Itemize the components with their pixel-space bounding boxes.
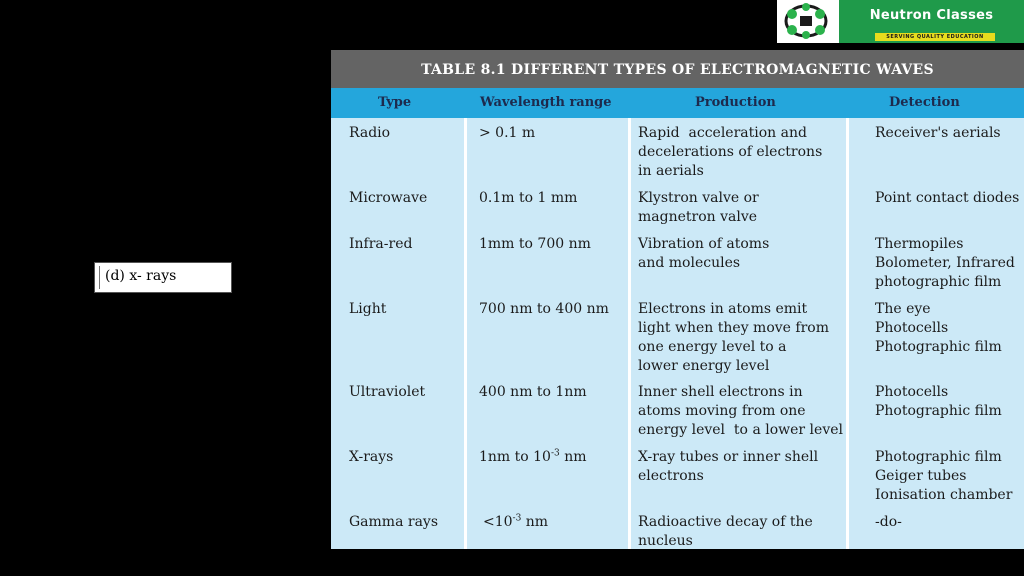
answer-option-text: (d) x- rays xyxy=(105,268,177,284)
cell-type: Gamma rays xyxy=(349,514,439,530)
cell-type: X-rays xyxy=(349,449,394,465)
cell-detection: -do- xyxy=(875,514,902,530)
cell-wavelength: 1nm to $10^{-3}$ nm xyxy=(479,448,587,465)
cell-production: Klystron valve or magnetron valve xyxy=(638,190,759,225)
table-title: TABLE 8.1 DIFFERENT TYPES OF ELECTROMAGNETIC WAVES xyxy=(331,50,1024,88)
table-header-row xyxy=(331,88,1024,118)
cell-detection: Thermopiles Bolometer, Infrared photographic film xyxy=(875,236,1015,290)
header-detection: Detection xyxy=(889,95,960,110)
cell-production: X-ray tubes or inner shell electrons xyxy=(638,449,819,484)
cell-detection: Photocells Photographic film xyxy=(875,384,1002,419)
cell-wavelength: 700 nm to 400 nm xyxy=(479,301,609,317)
cell-detection: Receiver's aerials xyxy=(875,125,1001,141)
cell-type: Radio xyxy=(349,125,391,141)
cell-production: Electrons in atoms emit light when they move from one energy level to a lower energy level xyxy=(638,301,829,374)
cell-type: Ultraviolet xyxy=(349,384,426,400)
column-divider xyxy=(464,118,467,549)
em-waves-table xyxy=(331,50,1024,549)
column-divider xyxy=(628,118,631,549)
neutron-logo-icon xyxy=(782,2,830,40)
answer-option-box xyxy=(94,262,232,293)
cell-detection: Photographic film Geiger tubes Ionisation chamber xyxy=(875,449,1013,503)
cell-detection: The eye Photocells Photographic film xyxy=(875,301,1002,355)
header-type: Type xyxy=(378,95,412,110)
cell-wavelength: $<10^{-3}$ nm xyxy=(483,513,549,530)
cell-detection: Point contact diodes xyxy=(875,190,1020,206)
cell-type: Microwave xyxy=(349,190,428,206)
cell-production: Inner shell electrons in atoms moving from one energy level to a lower level xyxy=(638,384,843,438)
cell-production: Rapid acceleration and decelerations of electrons in aerials xyxy=(638,125,823,179)
cell-wavelength: 1mm to 700 nm xyxy=(479,236,591,252)
logo-tagline: SERVING QUALITY EDUCATION xyxy=(875,33,995,41)
logo-title: Neutron Classes xyxy=(869,8,994,23)
cell-production: Vibration of atoms and molecules xyxy=(638,236,770,271)
cell-production: Radioactive decay of the nucleus xyxy=(638,514,813,549)
cell-type: Light xyxy=(349,301,387,317)
header-production: Production xyxy=(695,95,776,110)
cell-wavelength: > 0.1 m xyxy=(479,125,536,141)
cell-wavelength: 400 nm to 1nm xyxy=(479,384,587,400)
header-wavelength: Wavelength range xyxy=(480,95,612,110)
cell-type: Infra-red xyxy=(349,236,413,252)
cell-wavelength: 0.1m to 1 mm xyxy=(479,190,578,206)
column-divider xyxy=(846,118,849,549)
